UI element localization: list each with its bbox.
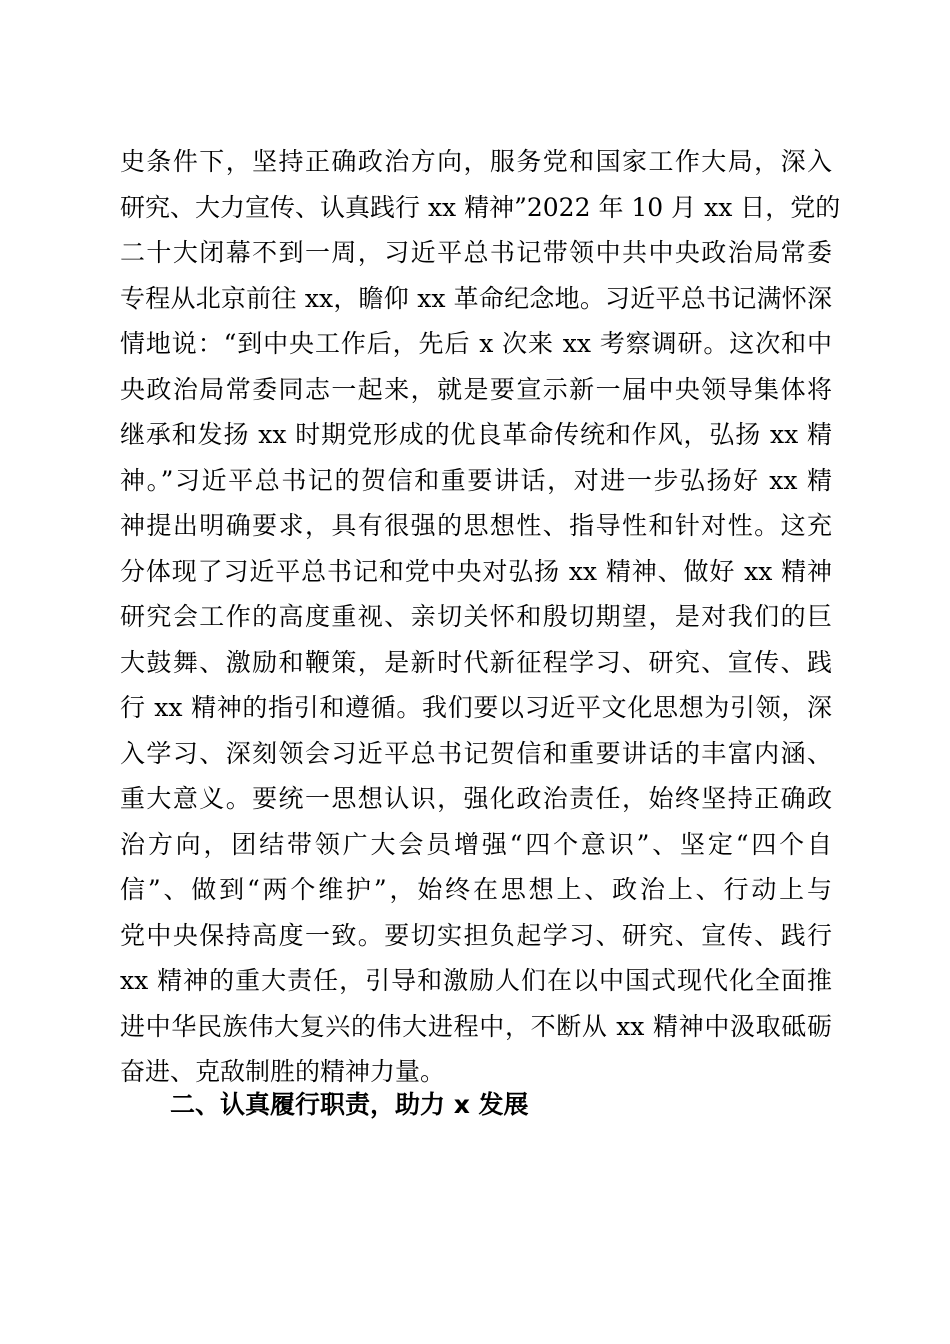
paragraph-line: 专程从北京前往 xx，瞻仰 xx 革命纪念地。习近平总书记满怀深 xyxy=(120,283,832,313)
paragraph-line: 奋进、克敌制胜的精神力量。 xyxy=(120,1057,446,1086)
paragraph-line: 党中央保持高度一致。要切实担负起学习、研究、宣传、践行 xyxy=(120,920,832,950)
paragraph-line: 继承和发扬 xx 时期党形成的优良革命传统和作风，弘扬 xx 精 xyxy=(120,420,832,449)
paragraph-line: xx 精神的重大责任，引导和激励人们在以中国式现代化全面推 xyxy=(120,966,832,995)
paragraph-line: 二十大闭幕不到一周，习近平总书记带领中共中央政治局常委 xyxy=(120,238,832,267)
paragraph-line: 信”、做到“两个维护”，始终在思想上、政治上、行动上与 xyxy=(120,875,832,904)
paragraph-line: 分体现了习近平总书记和党中央对弘扬 xx 精神、做好 xx 精神 xyxy=(120,556,832,586)
body-paragraph xyxy=(120,139,841,1095)
paragraph-line: 行 xx 精神的指引和遵循。我们要以习近平文化思想为引领，深 xyxy=(120,693,832,722)
paragraph-line: 情地说：“到中央工作后，先后 x 次来 xx 考察调研。这次和中 xyxy=(120,329,832,358)
paragraph-line: 研究会工作的高度重视、亲切关怀和殷切期望，是对我们的巨 xyxy=(120,602,832,631)
paragraph-line: 入学习、深刻领会习近平总书记贺信和重要讲话的丰富内涵、 xyxy=(120,738,832,768)
paragraph-line: 大鼓舞、激励和鞭策，是新时代新征程学习、研究、宣传、践 xyxy=(120,647,832,677)
paragraph-line: 史条件下，坚持正确政治方向，服务党和国家工作大局，深入 xyxy=(120,147,832,176)
paragraph-line: 重大意义。要统一思想认识，强化政治责任，始终坚持正确政 xyxy=(120,784,832,813)
section-heading: 二、认真履行职责，助力 x 发展 xyxy=(170,1090,529,1119)
paragraph-line: 神。”习近平总书记的贺信和重要讲话，对进一步弘扬好 xx 精 xyxy=(120,465,832,495)
paragraph-line: 治方向，团结带领广大会员增强“四个意识”、坚定“四个自 xyxy=(120,829,832,859)
paragraph-line: 进中华民族伟大复兴的伟大进程中，不断从 xx 精神中汲取砥砺 xyxy=(120,1011,832,1041)
paragraph-line: 研究、大力宣传、认真践行 xx 精神”2022 年 10 月 xx 日，党的 xyxy=(120,192,841,222)
paragraph-line: 央政治局常委同志一起来，就是要宣示新一届中央领导集体将 xyxy=(120,374,832,404)
paragraph-line: 神提出明确要求，具有很强的思想性、指导性和针对性。这充 xyxy=(120,511,832,540)
